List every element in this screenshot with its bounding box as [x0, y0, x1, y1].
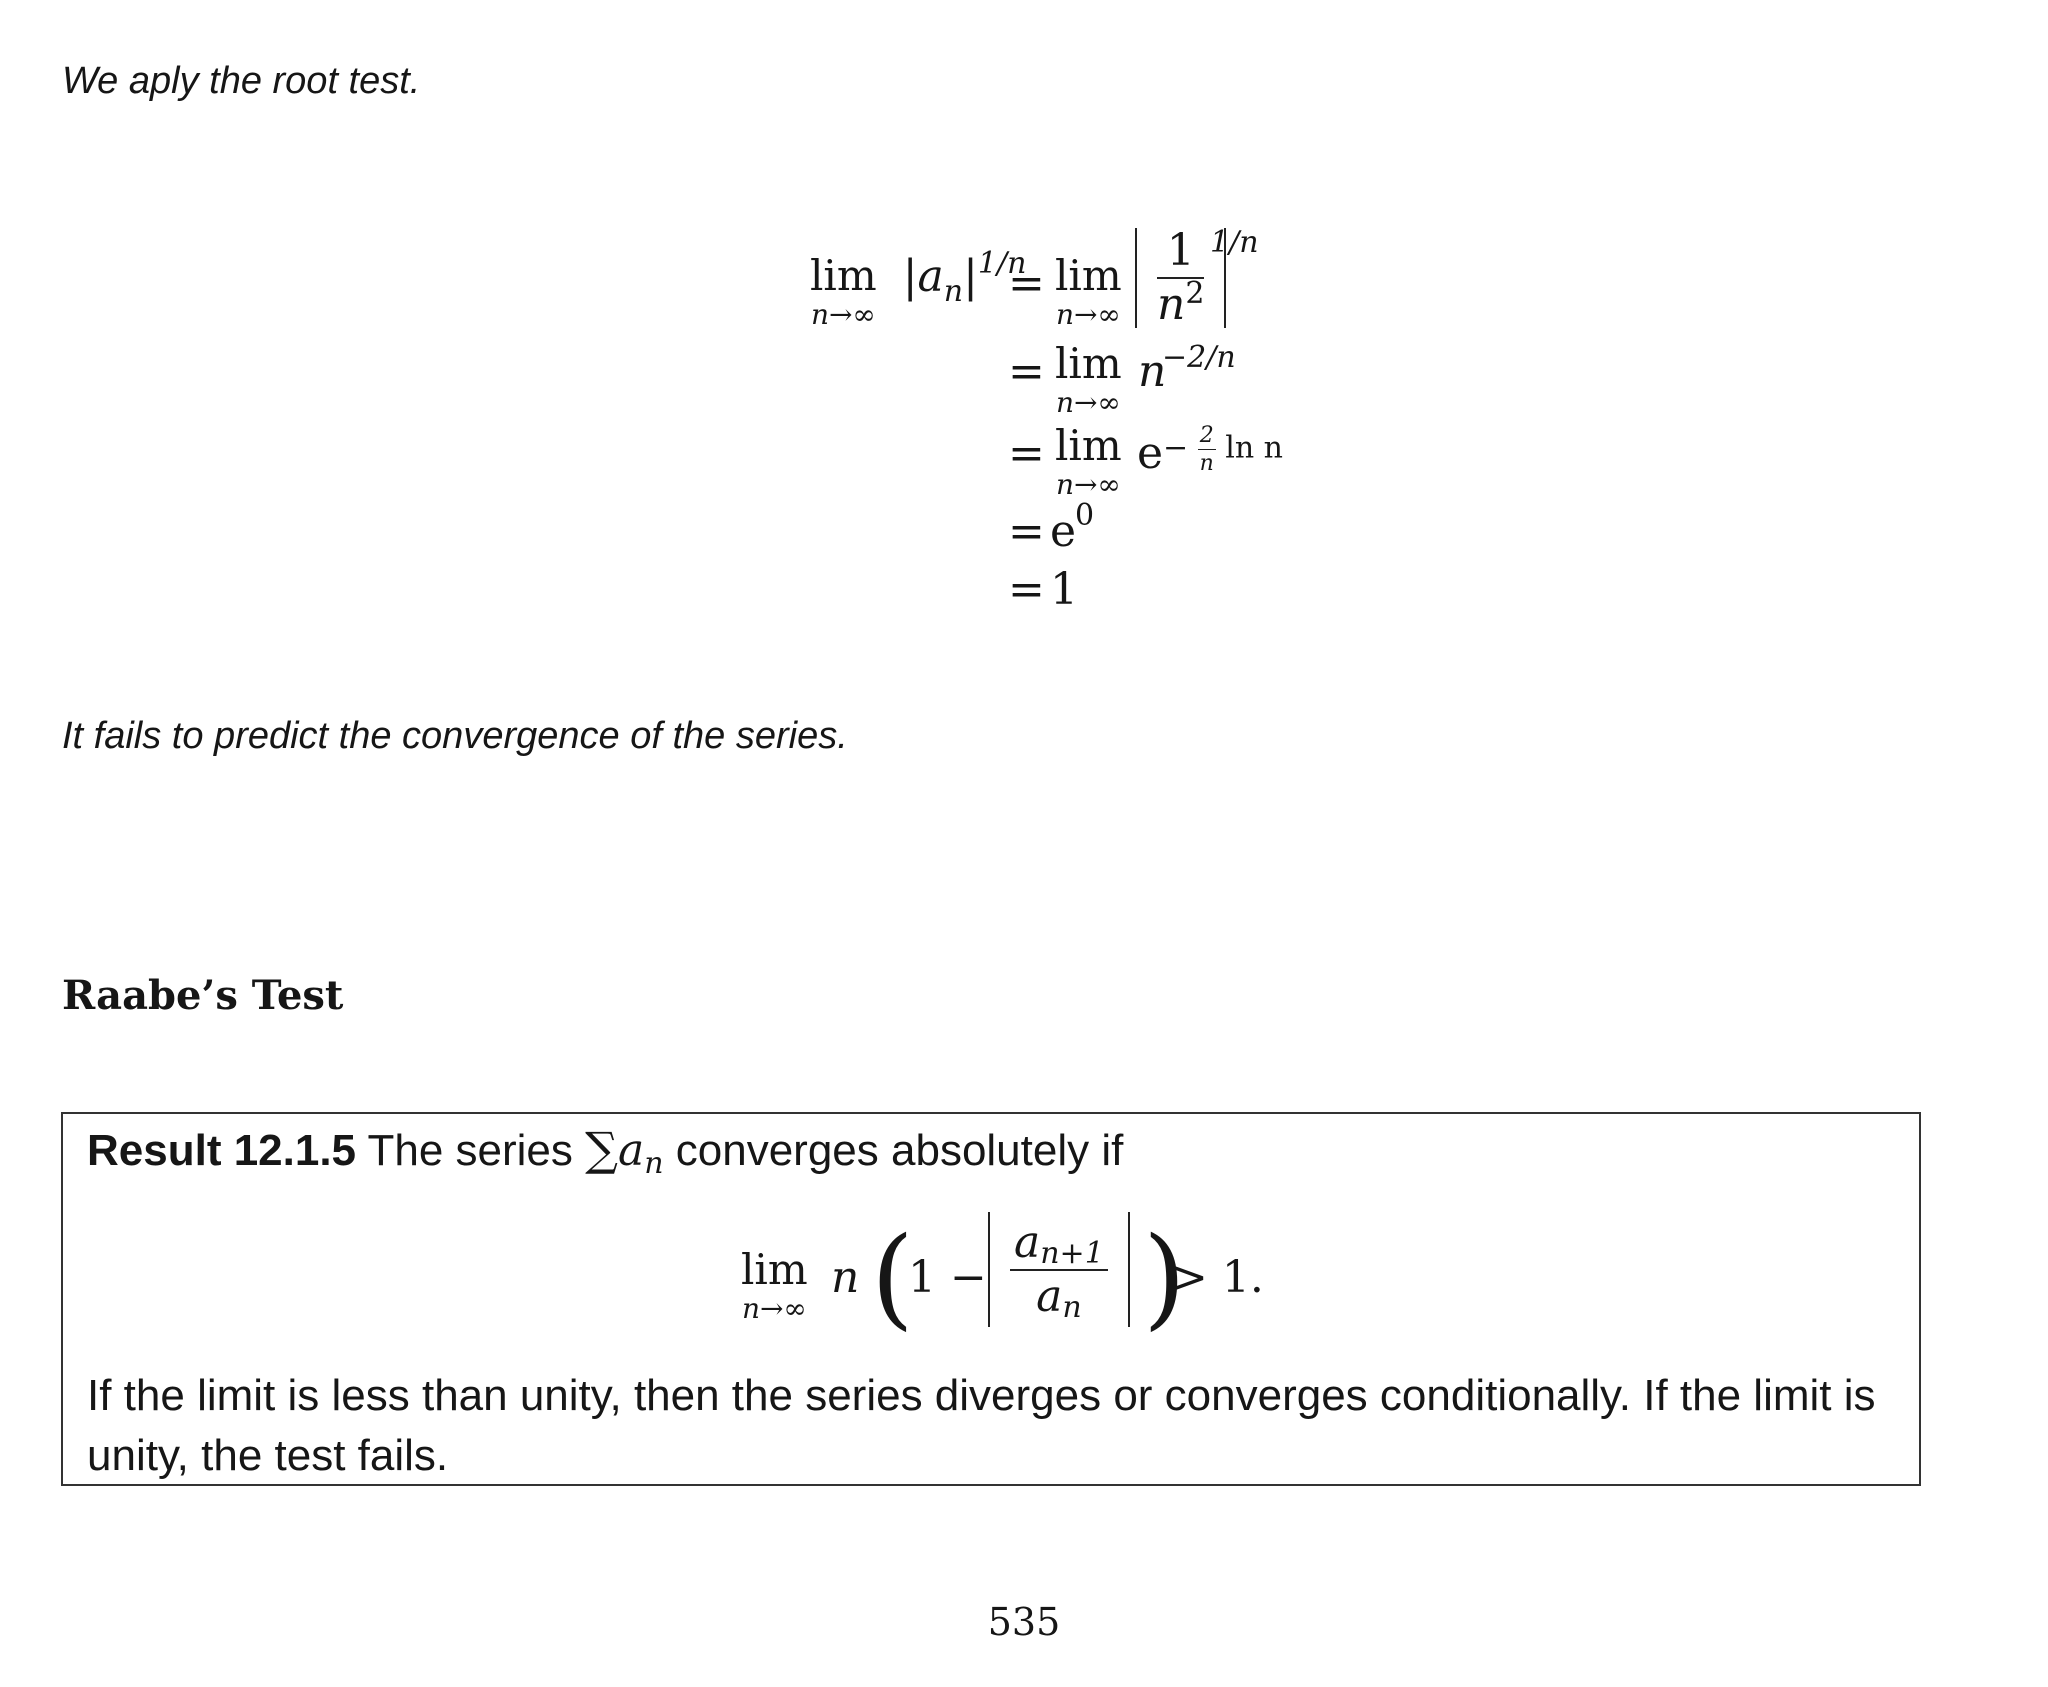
result-intro: The series [367, 1126, 573, 1175]
step2-base: n [1138, 346, 1167, 397]
step1-denominator: n [1157, 279, 1186, 330]
raabe-n: n [831, 1252, 860, 1303]
raabe-ratio: $\frac{an+1}{an}$ [988, 1212, 1130, 1327]
intro-text: We aply the root test. [62, 60, 421, 102]
sum-term: a [617, 1125, 645, 1176]
step4-exponent: 0 [1075, 498, 1095, 533]
paren-close: ) [1143, 1213, 1186, 1341]
step3-exponent: − $\frac{2}{n}$ ln n [1163, 423, 1284, 476]
eq-sign-2: = [1008, 346, 1045, 397]
step1-expression: $\frac{1}{n^2}$ [1135, 228, 1226, 328]
step4-base: e [1050, 506, 1077, 557]
step1-numerator: 1 [1157, 229, 1204, 279]
step1-exponent: 1/n [1210, 225, 1259, 260]
step3-base: e [1137, 428, 1164, 479]
step2-lim: lim n→∞ [1055, 339, 1122, 419]
abs-close: | [963, 251, 978, 302]
raabe-lim: lim n→∞ [741, 1245, 808, 1325]
step1-lim: lim n→∞ [1055, 251, 1122, 331]
result-body: If the limit is less than unity, then the series diverges or converges conditionally. If the limit is unity, the test fails. [87, 1371, 1876, 1480]
result-label: Result 12.1.5 [87, 1126, 357, 1175]
eq-sign-3: = [1008, 428, 1045, 479]
fails-text: It fails to predict the convergence of the series. [62, 715, 848, 757]
raabe-one-minus: 1 − [908, 1252, 987, 1303]
result-statement: Result 12.1.5 The series ∑an converges absolutely if [87, 1122, 1124, 1181]
raabe-rhs: > 1. [1171, 1252, 1264, 1303]
abs-open: |a [902, 251, 944, 302]
sum-symbol: ∑ [585, 1122, 618, 1176]
paren-open: ( [871, 1213, 914, 1341]
eq-sign-4: = [1008, 506, 1045, 557]
limit-operator: lim n→∞ [810, 251, 877, 331]
lhs-exponent: 1/n [977, 246, 1027, 281]
eq-sign-1: = [1008, 258, 1045, 309]
step5-value: 1 [1050, 564, 1078, 615]
step2-exponent: −2/n [1162, 340, 1236, 375]
section-heading: Raabe’s Test [62, 972, 344, 1019]
page-number: 535 [987, 1600, 1061, 1644]
derivation-lhs: lim n→∞ $|a_n|^{1/n}$ [810, 246, 1027, 331]
result-box [61, 1112, 1921, 1486]
result-intro-end: converges absolutely if [675, 1126, 1124, 1175]
eq-sign-5: = [1008, 564, 1045, 615]
step3-lim: lim n→∞ [1055, 421, 1122, 501]
